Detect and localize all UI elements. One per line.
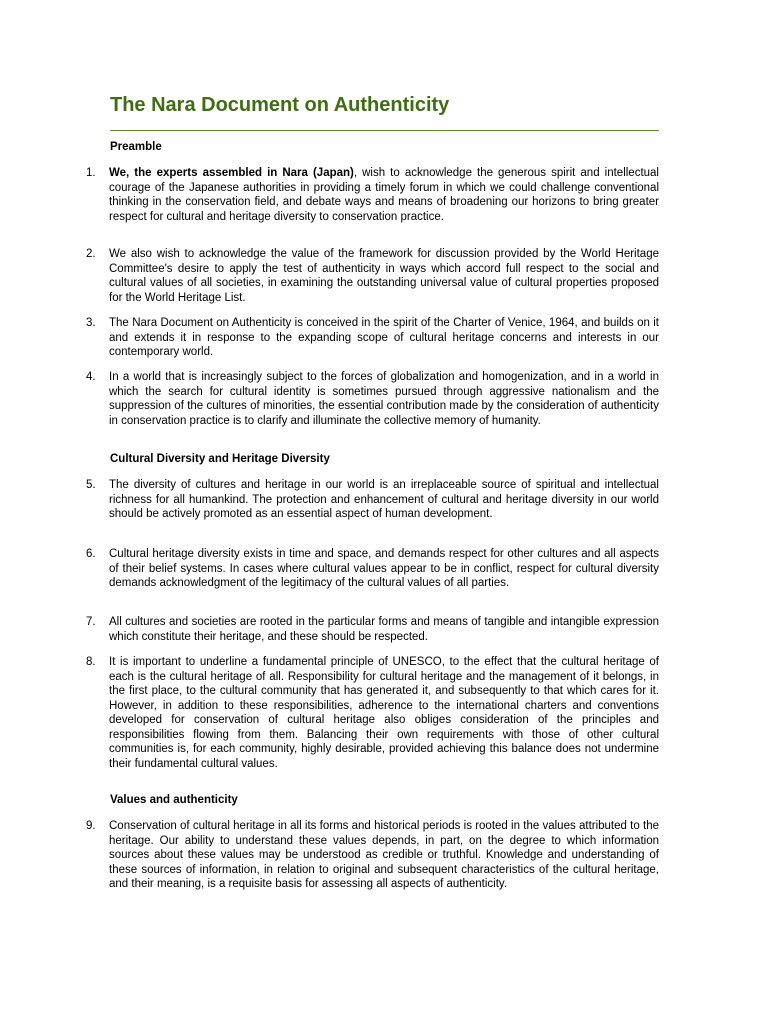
- paragraph-body: , wish to acknowledge the generous spirit and intellectual courage of the Japanese authorities in providing a timely forum in which we could challenge conventional thinking in the conservation field, and debate ways and means of broadening our horizons to bring greater respect for cultural and heritage diversity to conservation practice.: [109, 167, 659, 223]
- paragraph-number: 1.: [86, 167, 96, 179]
- section-heading-cultural-diversity: Cultural Diversity and Heritage Diversity: [110, 453, 330, 465]
- title-divider: [110, 130, 659, 131]
- paragraph-text: Cultural heritage diversity exists in time and space, and demands respect for other cultures and all aspects of their belief systems. In cases where cultural values appear to be in conflict, respect for cultural diversity demands acknowledgment of the legitimacy of the cultural values of all parties.: [109, 548, 659, 589]
- paragraph-number: 7.: [86, 616, 96, 628]
- paragraph-4: [86, 370, 659, 428]
- paragraph-text: The Nara Document on Authenticity is conceived in the spirit of the Charter of Venice, 1964, and builds on it and extends it in response to the expanding scope of cultural heritage concerns and interests in our contemporary world.: [109, 317, 659, 358]
- paragraph-lead: We, the experts assembled in Nara (Japan): [109, 167, 354, 179]
- paragraph-7: [86, 615, 659, 644]
- paragraph-number: 9.: [86, 820, 96, 832]
- paragraph-number: 2.: [86, 248, 96, 260]
- paragraph-text: We also wish to acknowledge the value of the framework for discussion provided by the World Heritage Committee's desire to apply the test of authenticity in ways which accord full respect to the social and cultural values of all societies, in examining the outstanding universal value of cultural properties proposed for the World Heritage List.: [109, 248, 659, 304]
- paragraph-5: [86, 478, 659, 522]
- paragraph-3: [86, 316, 659, 360]
- paragraph-text: The diversity of cultures and heritage in our world is an irreplaceable source of spiritual and intellectual richness for all humankind. The protection and enhancement of cultural and heritage diversity in our world should be actively promoted as an essential aspect of human development.: [109, 479, 659, 520]
- paragraph-number: 3.: [86, 317, 96, 329]
- paragraph-9: [86, 819, 659, 892]
- paragraph-number: 6.: [86, 548, 96, 560]
- paragraph-number: 8.: [86, 656, 96, 668]
- paragraph-6: [86, 547, 659, 591]
- paragraph-text: Conservation of cultural heritage in all its forms and historical periods is rooted in the values attributed to the heritage. Our ability to understand these values depends, in part, on the degree to which information sources about these values may be understood as credible or truthful. Knowledge and understanding of these sources of information, in relation to original and subsequent characteristics of the cultural heritage, and their meaning, is a requisite basis for assessing all aspects of authenticity.: [109, 820, 659, 890]
- paragraph-text: It is important to underline a fundamental principle of UNESCO, to the effect that the cultural heritage of each is the cultural heritage of all. Responsibility for cultural heritage and the management of it belongs, in the first place, to the cultural community that has generated it, and subsequently to that which cares for it. However, in addition to these responsibilities, adherence to the international charters and conventions developed for conservation of cultural heritage also obliges consideration of the principles and responsibilities flowing from them. Balancing their own requirements with those of other cultural communities is, for each community, highly desirable, provided achieving this balance does not undermine their fundamental cultural values.: [109, 656, 659, 770]
- paragraph-1: [86, 166, 659, 224]
- section-heading-preamble: Preamble: [110, 141, 162, 153]
- paragraph-text: [109, 166, 659, 224]
- section-heading-values-authenticity: Values and authenticity: [110, 794, 238, 806]
- paragraph-number: 5.: [86, 479, 96, 491]
- paragraph-text: All cultures and societies are rooted in the particular forms and means of tangible and intangible expression which constitute their heritage, and these should be respected.: [109, 616, 659, 643]
- paragraph-text: In a world that is increasingly subject to the forces of globalization and homogenization, and in a world in which the search for cultural identity is sometimes pursued through aggressive nationalism and the suppression of the cultures of minorities, the essential contribution made by the consideration of authenticity in conservation practice is to clarify and illuminate the collective memory of humanity.: [109, 371, 659, 427]
- document-title: The Nara Document on Authenticity: [110, 94, 450, 116]
- paragraph-number: 4.: [86, 371, 96, 383]
- paragraph-2: [86, 247, 659, 305]
- paragraph-8: [86, 655, 659, 771]
